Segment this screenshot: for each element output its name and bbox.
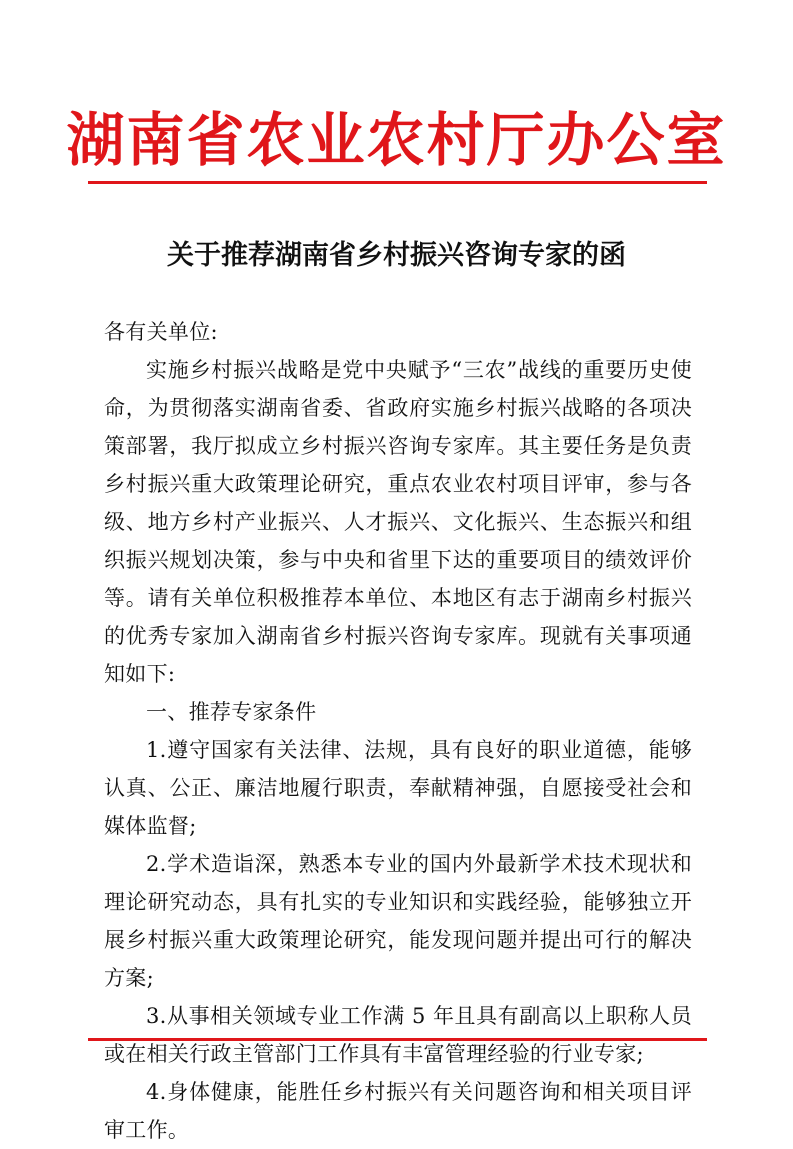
issuing-org-header: 湖南省农业农村厅办公室 xyxy=(66,106,727,174)
section-heading: 一、推荐专家条件 xyxy=(146,700,317,724)
condition-item-3: 3.从事相关领域专业工作满 5 年且具有副高以上职称人员或在相关行政主管部门工作具有丰富管理经验的行业专家; xyxy=(104,1004,692,1066)
document-body xyxy=(104,313,692,1149)
footer-red-rule xyxy=(88,1038,707,1041)
condition-item-2: 2.学术造诣深，熟悉本专业的国内外最新学术技术现状和理论研究动态，具有扎实的专业知识和实践经验，能够独立开展乡村振兴重大政策理论研究，能发现问题并提出可行的解决方案; xyxy=(104,852,692,990)
document-title: 关于推荐湖南省乡村振兴咨询专家的函 xyxy=(167,240,626,271)
intro-paragraph: 实施乡村振兴战略是党中央赋予“三农”战线的重要历史使命，为贯彻落实湖南省委、省政府实施乡村振兴战略的各项决策部署，我厅拟成立乡村振兴咨询专家库。其主要任务是负责乡村振兴重大政策理论研究，重点农业农村项目评审，参与各级、地方乡村产业振兴、人才振兴、文化振兴、生态振兴和组织振兴规划决策，参与中央和省里下达的重要项目的绩效评价等。请有关单位积极推荐本单位、本地区有志于湖南乡村振兴的优秀专家加入湖南省乡村振兴咨询专家库。现就有关事项通知如下: xyxy=(104,358,692,686)
condition-item-1: 1.遵守国家有关法律、法规，具有良好的职业道德，能够认真、公正、廉洁地履行职责，奉献精神强，自愿接受社会和媒体监督; xyxy=(104,738,692,838)
salutation: 各有关单位: xyxy=(104,320,218,344)
condition-item-4: 4.身体健康，能胜任乡村振兴有关问题咨询和相关项目评审工作。 xyxy=(104,1080,692,1142)
header-red-rule xyxy=(88,181,707,184)
